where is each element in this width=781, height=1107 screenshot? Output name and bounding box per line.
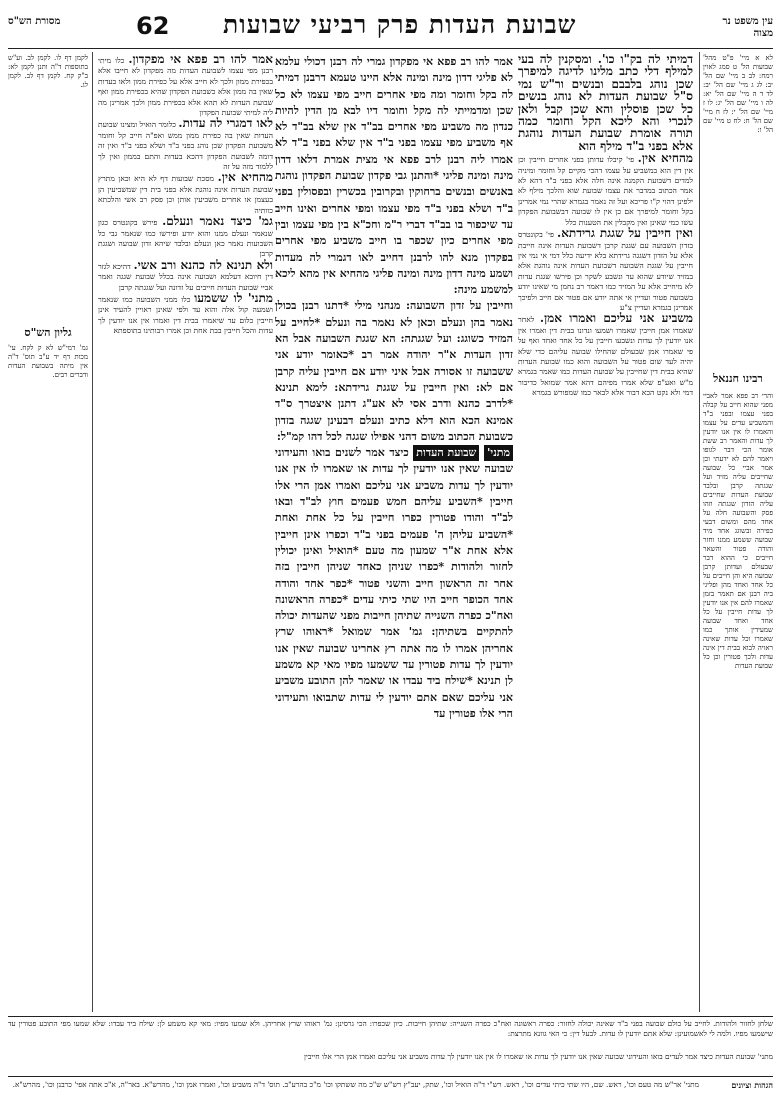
rashi-headword-1: מהחיא אין.	[637, 151, 693, 166]
footer-rule	[8, 1076, 773, 1077]
rabbenu-chananel-title: רבינו חננאל	[713, 372, 763, 385]
tosafot-headword-4: גמ' כיצד נאמר ונעלם.	[162, 214, 273, 229]
rashi-headword-3: משביע אני עליכם ואמרו אמן.	[539, 311, 693, 326]
page-title: שבועת העדות פרק רביעי שבועות	[223, 10, 577, 39]
header-rule	[8, 48, 773, 49]
tosafot-headword-3: מהחיא אין.	[217, 170, 273, 185]
rashi-text-4: לאחר שאמרו אמן חייבין שאמרו ושמעו ונדונו בבית דין ואמרו אין אנו יודעין לך עדות ונשבעו חייבין על כל אחד ואחד ואף על פי שאמרו אמן שבעולם שהחילו שבועה עליהם כדי שלא יהיה לעד שום פטור על השבועה והוא כמו שבועת העדות שהיא בבית דין שחייבין על שבועת העדות כמו שאמר בגמרא מ"ש ואע"פ שלא אמרו מפיהם דהא אמר שמואל כדיבור דמי ולא נקט הכא דבור אלא לבאר כמו שמפורש בגמרא	[518, 315, 693, 398]
mishnah-marker: מתני'	[484, 445, 513, 461]
gilyon-text: גמ' דמי"ש לא ק לקח. עי' מכות דף יד ע"ב תוס' ד"ה אין מיתה בשבועת העדות ודברים רבים.	[8, 344, 88, 379]
tosafot-headword-2: לאו דמגרי לה עדות.	[178, 116, 273, 131]
mesorah-footer-text: מתני' שבועת העדות כיצד אמר לעדים בואו והעידוני שבועה שאין אנו יודעין לך עדות או שאמרו לו אין אנו יודעין לך עדות משביע אני עליכם ואמרו אמן הרי אלו חייבין	[304, 1052, 773, 1061]
masoret-label: מסורת הש"ס	[8, 16, 61, 27]
bottom-commentary	[8, 1019, 773, 1049]
mishnah-title: שבועת העדות	[413, 445, 479, 461]
page-header	[8, 8, 773, 48]
mesorah-footer	[8, 1052, 773, 1074]
rashi-column	[518, 54, 693, 1012]
glosses-text: מתני' אר"ש מה טעם וכו', ראש. שם, היו שתי כיתי עדים וכו', ראש. רש"י ד"ה הואיל וכו', שתק, יעב"ץ רש"ש ש"כ מה ששתקו וכו' מ"כ בהרע"ב. תוס' ד"ה משביע וכו', ואמרו אמן וכו', מהרש"א. באר"ה, א"כ אתה אפי' כרבנן וכו', מהרש"א.	[12, 1080, 699, 1089]
ein-mishpat-column	[703, 54, 773, 354]
tosafot-column	[98, 54, 273, 1012]
gemara-paragraph-2: וחייבין על זדון השבועה: מנהני מילי *דתנו רבנן בכולן נאמר בהן ונעלם וכאן לא נאמר בה ונעלם *לחייב על המזיד כשוגג: ועל שגגתה: הא שגגת השבועה אבל הא זדון העדות א"ר יהודה אמר רב *כאומר יודע אני ששבועה זו אסורה אבל איני יודע אם חייבין עליה קרבן אם לא: ואין חייבין על שגגת גרידתא: לימא תנינא *לדרב כהנא ודרב אסי לא אע"ג דתנן איצטרך ס"ד אמינא הכא הוא דלא כתיב ונעלם דבעינן שגגה בזדון כשבועת הכתוב משום דהני אפילו שגגה לכל דהו קמ"ל:	[275, 299, 513, 443]
tosafot-text-6: כלו ממני השבועה כמו שנאמר ושמעה קול אלה והוא עד ולפי שאינן ראויין להעיד אינן חייבין כלום עד שיאמרו בבית דין ואמרו אין אנו יודעין לך עדות והכל חייבין בבת אחת וכן אמרו רבותינו בתוספתא	[98, 294, 273, 336]
page-number: 62	[136, 12, 170, 40]
rashi-text-2: פי' קיבלו עדותן בפני אחרים חייבין וכן אין דין הוא במשביע על עצמו דהכי מקיים קל וחומר ומיניה למדים דשבועת הקמנה אינה חלה אלא בפני ב"ד דהא לא אמר הכתוב במדבר את עצמו שבועת שוא והלכך מילף לא ילפינן דהוי ק"ו פריכא ועל זה נאמר בגמרא שהרי נמי אמרינן בקל וחומר למיפרך אם כן אין לו שבועה דבשבועת הפקדון עשו כמי שאינן ואין מקבלין את הטענות כלל	[518, 155, 693, 227]
tosafot-headword-1: אמר להו רב פפא אי מפקדון.	[128, 54, 273, 66]
tosafot-text-4: פירש בקונטרס כגון שנאמר ונעלם ממנו והוא יודע ופירשו כמו שנאמר גבי כל השבועות נאמר כאן ונעלם ובלבד שיהא זדון שבועה ושגגת קרבן	[98, 218, 273, 259]
rashi-text-3: פי' בקונטרס בזדון השבועה עם שגגת קרבן דשבועת העדות אינה חייבת אלא על הזדון דשגגה גרידתא בלא ידיעה כלל דמי אי נמי אין חייבין על שגגת השבועה דשבועת העדות אינה נוהגת אלא במזיד שיודע שהוא עד ונשבע לשקר וכן פירשו שגגת עדות לא מיחייב אלא על המזיד כמו דאמר רב נחמן מי שאינו יודע בשבועה פטור ועדיין אי אתה יודע אם פטור אם חייב ולפיכך אמרינן בגמרא ועדיין צ"ע	[518, 230, 693, 312]
tosafot-headword-6: מתני' לו ששמעו	[194, 290, 273, 305]
mishnah-text: כיצד אמר לשנים בואו והעידוני שבועה שאין אנו יודעין לך עדות או שאמרו לו אין אנו יודעין לך עדות משביע אני עליכם ואמרו אמן הרי אלו חייבין *השביע עליהם חמש פעמים חוץ לב"ד ובאו לב"ד והודו פטורין כפרו חייבין על כל אחת ואחת *השביע עליהן ה' פעמים בפני ב"ד וכפרו אינן חייבין אלא אחת א"ר שמעון מה טעם *הואיל ואינן יכולין לחזור ולהודות *כפרו שניהן כאחד שניהן חייבין בזה אחר זה הראשון חייב והשני פטור *כפר אחד והודה אחד הכופר חייב היו שתי כיתי עדים *כפרה הראשונה ואח"כ כפרה השנייה שתיהן חייבות מפני שהעדות יכולה להתקיים בשתיהן: גמ' אמר שמואל *ראוהו שרץ אחריהן אמרו לו מה אתה רץ אחרינו שבועה שאין אנו יודעין לך עדות פטורין עד ששמעו מפיו מאי קא משמע לן תנינא *שילח ביד עבדו או שאמר להן התובע משביע אני עליכם שאם אתם יודעין לי עדות שתבואו ותעידוני הרי אלו פטורין עד	[275, 446, 513, 720]
gemara-column	[275, 54, 513, 1012]
glosses-label: הגהות וציונים	[731, 1080, 773, 1090]
bottom-commentary-text: שלחן לחזור ולהודות. לחייב על כולם שבועה בפני ב"ד שאינה יכולה לחזור: כפרה ראשונה ואח"כ כפרה השנייה: שתיהן חייבות. כיון שכפרו: הכי גרסינן: גמ' ראוהו שרץ אחריהן. ולא שמעו מפיו: מאי קא משמע לן: שילח ביד עבדו: שלא שמעו מפי התובע פטורין עד שישמעו מפיו. ולמה לי לאשמועינן: שלא אתם יודעין לו עדות. לבעל דין: כי האי גוונא מתרצת:	[8, 1019, 773, 1038]
tosafot-text-3: מסכת שבועות דף לא היא וכאן מתרץ שבועת העדות אינה נוהגת אלא בפני בית דין שמשביעין הן בעצמן או אחרים משביעין אותן וכן פסק רב אשי והלכתא כוותיה	[98, 174, 273, 215]
masoret-text: לקמן דף לו. לקמן לב. וע"ש בתוספות ד"ה ותנן לקמן לא: ב"ק קח. לקמן דף לב. לקמן לג.	[8, 54, 88, 89]
ein-mishpat-text: לא א מיי' פ"ט מהל' שבועות הל' ט סמג לאוין רמח: לב ב מיי' שם הל' יב: לג ג מיי' שם הל' יב: לד ד ה מיי' שם הל' יא: לה ו מיי' שם הל' יג: לו ז מיי' שם הל' י: לז ח מיי' שם הל' ח: לח ט מיי' שם הל' ו:	[703, 54, 773, 134]
column-divider	[699, 52, 700, 1012]
tosafot-text-2: כלומר הואיל ומצינו שבועת העדות שאין בה כפירת ממון ממש ואפ"ה חייב קל וחומר משבועת הפקדון שכן נוהג בפני ב"ד ושלא בפני ב"ד ואין זה דומה לשבועת הפקדון דהכא בעדות והתם בממון ואין לך ללמוד מזה על זה	[98, 120, 273, 172]
column-divider-left	[92, 52, 93, 1012]
gemara-paragraph-1: אמר להו רב פפא אי מפקדון גמרי לה רבנן דכולי עלמא לא פליגי דדון מינה ומינה אלא היינו טעמא דרבנן דמיתי לה בקל וחומר ומה מפי אחרים חייב מפי עצמו לא כל שכן ומדמייתי לה מקל וחומר דיו לבא מן הדין להיות כנדון מה משביע מפי אחרים בב"ד אין שלא בב"ד לא אף משביע מפי עצמו בפני ב"ד אין שלא בפני ב"ד לא אמרו ליה רבנן לרב פפא אי מצית אמרת דלאו דדון מינה ומינה פליגי *והתנן גבי פקדון שבועת הפקדון נוהגת באנשים ובנשים ברחוקין ובקרובין בכשרין ובפסולין בפני ב"ד ושלא בפני ב"ד מפי עצמו ומפי אחרים ואינו חייב עד שיכפור בו בב"ד דברי ר"מ וחכ"א בין מפי עצמו ובין מפי אחרים כיון שכפר בו חייב משביע מפי אחרים בפקדון מנא להו לרבנן דחייב לאו דגמרי לה מעדות ושמע מינה דדון מינה ומינה פליגי מהחיא אין מהא ליכא למשמע מינה:	[275, 55, 513, 297]
rabbenu-chananel-text: והרי רב פפא אמר לאביי מפני שהוא חייב על קבלה בפני עצמו ובפני ב"ד והמשביע עדים על עצמו והאמרו לו אין אנו יודעין לך עדות והאמר רב ששת אומר הכי דבר לגופו ויאמר להם לא ידעתי וכן אמר אביי כל שבועה שחייבים עליה מזיד ועל שגגתה קרבן ובלבד שבועת העדות שחייבים עליה הזדון שגגתה וזהו פסק והשבועה חלה על אחד מהם ומשום דבעי כפירה ובשוגג אחד מיד שבועה ששמע ממנו וחזר והודה פטור והשאר חייבים כי ההוא דבר שבעולם ועדותן קרבן שבועה היא והן חייבים על כל אחד ואחד מהן ופליגי ביה רבנן אם תאמר בזמן שאמרו להם אין אנו יודעין לך עדות חייבין על כל אחד ואחד שבועה שמעידין אותך כמו שאמרו וכל עדות שאינה ראויה לבוא בבית דין אינה עדות ולכך פטורין וכן כל שבועת העדות	[703, 392, 773, 670]
rabbenu-chananel-column	[703, 392, 773, 992]
masoret-hashas-column	[8, 54, 88, 314]
tosafot-text-1: כלו מיתי רבנן מפי עצמו לשבועת העדות מה מפקדון לא חייבו אלא בכפירת ממון ולכך לא חייב אלא על כפירת ממון ולאו בעדות שאין בה ממון אלא כשבועת הפקדון שהיא בכפירת ממון ואף שבועת העדות לא תהא אלא בכפירת ממון ולכך אמרינן מה ליה למיתי שבועת הפקדון	[98, 56, 273, 118]
rashi-dibbur: דמיתי לה בק"ו כו'. ומסקנין לה בעי למילף דלי כתב מלינו לדיגה למיפרך שכן נוהג בלבבם ובנשים ור"ש נמי ס"ל שבועת העדות לא נוהג בנשים כל שכן פוסלין והא שכן קבל ולאן לנכרי והא ליכא הקל וחומר כמה תורה אומרת שבועת העדות נוהגת אלא בפני ב"ד מילף הוא	[518, 54, 693, 153]
tosafot-headword-5: ולא תנינא לה כהנא ורב אשי.	[133, 257, 273, 272]
bottom-rule	[8, 1016, 773, 1017]
glosses	[8, 1080, 699, 1104]
ein-mishpat-label: עין משפט נר מצוה	[722, 16, 773, 39]
rashi-headword-2: ואין חייבין על שגגת גרידתא.	[557, 226, 693, 241]
gilyon-hashas-column	[8, 344, 88, 544]
tosafot-text-5: דהיכא לגזר דין חיובא דעלמא ושבועה אינה בכלל שבועת שגגה ואמר אביי שבועת העדות חייבים על זדונה ועל שגגתה קרבן	[98, 261, 273, 292]
gilyon-hashas-title: גליון הש"ס	[24, 326, 72, 339]
